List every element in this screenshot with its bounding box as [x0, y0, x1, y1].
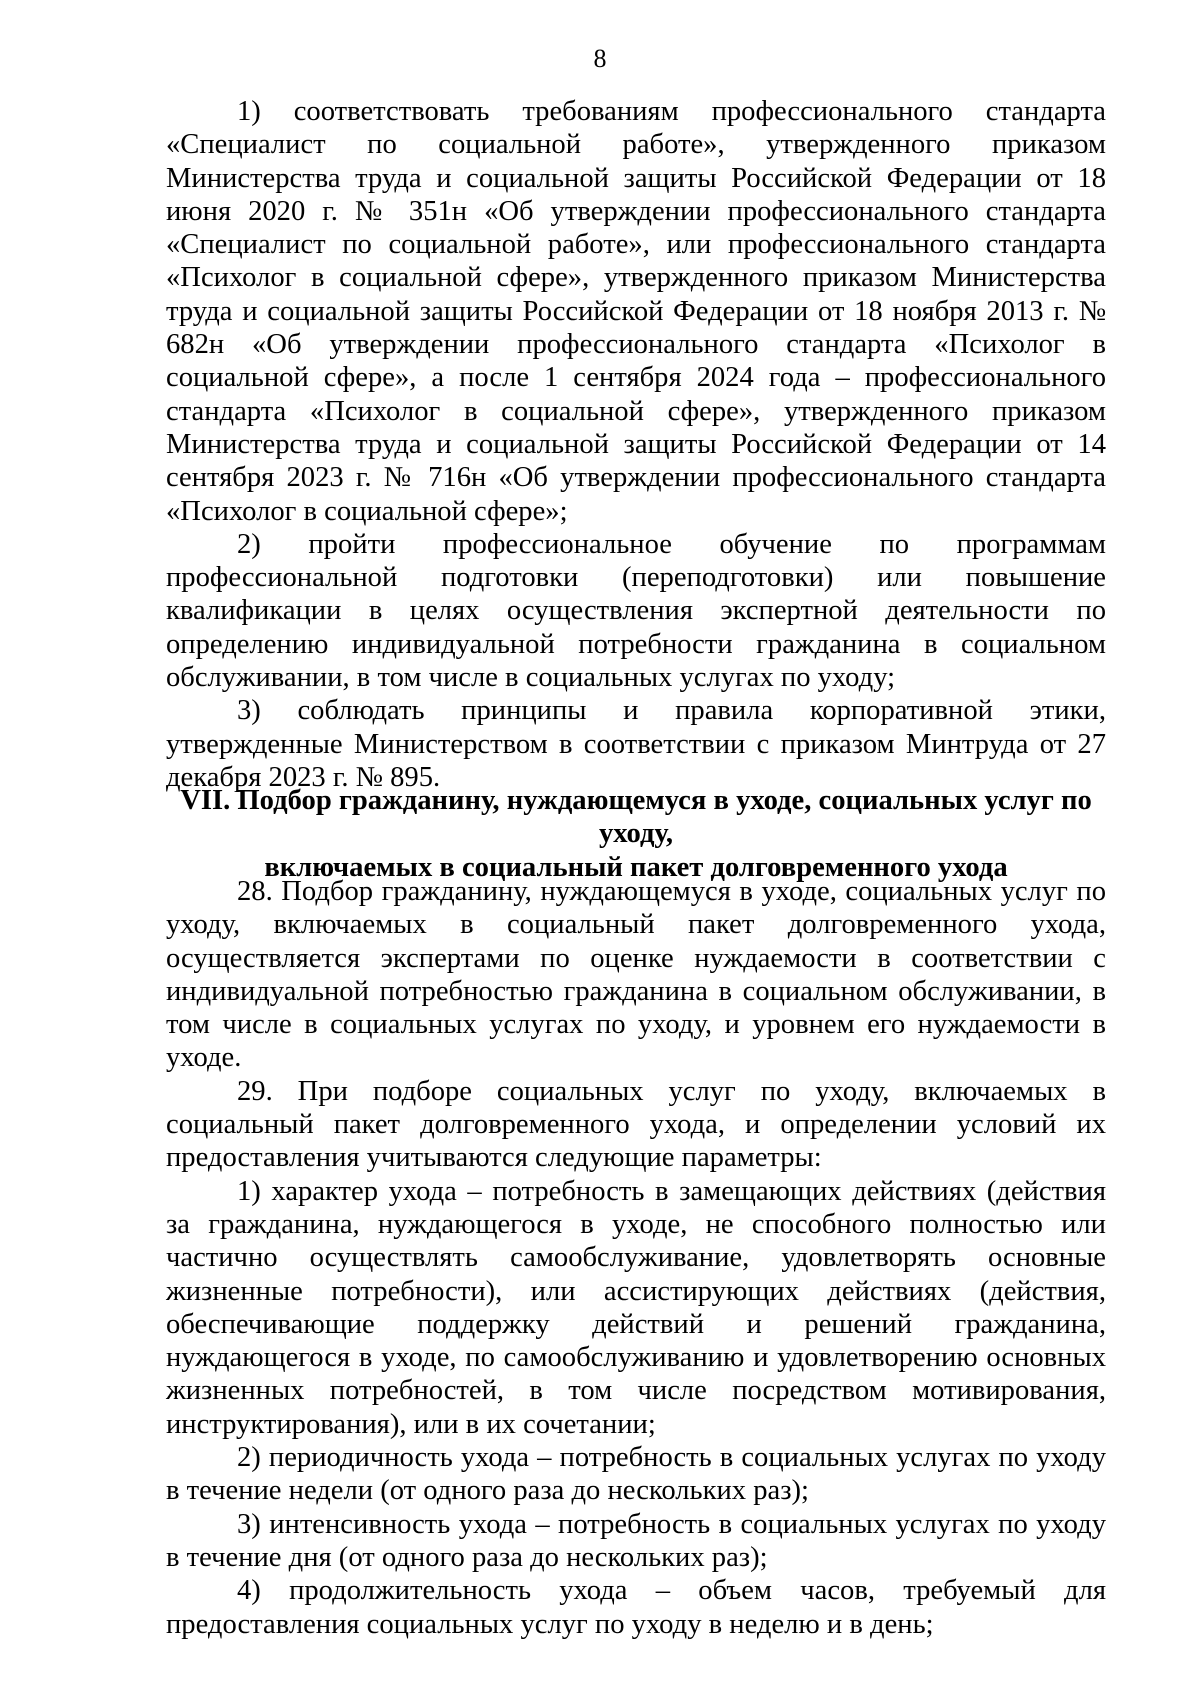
paragraph-29-item-4: 4) продолжительность ухода – объем часов, требуемый для предоставления социальных услуг по уходу в неделю и в день; — [166, 1575, 1106, 1640]
paragraph-29-item-1: 1) характер ухода – потребность в замещающих действиях (действия за гражданина, нуждающегося в уходе, не способного полностью или частично осуществлять самообслуживание, удовлетворять основные жизненные потребности), или ассистирующих действиях (действия, обеспечивающие поддержку действий и решений гражданина, нуждающегося в уходе, по самообслуживанию и удовлетворению основных жизненных потребностей, в том числе посредством мотивирования, инструктирования), или в их сочетании; — [166, 1175, 1106, 1440]
section-body — [166, 875, 1106, 1641]
section-heading-line-2: включаемых в социальный пакет долговременного ухода — [264, 851, 1008, 883]
paragraph-requirement-1: 1) соответствовать требованиям профессионального стандарта «Специалист по социальной работе», утвержденного приказом Министерства труда и социальной защиты Российской Федерации от 18 июня 2020 г. № 351н «Об утверждении профессионального стандарта «Специалист по социальной работе», или профессионального стандарта «Психолог в социальной сфере», утвержденного приказом Министерства труда и социальной защиты Российской Федерации от 18 ноября 2013 г. № 682н «Об утверждении профессионального стандарта «Психолог в социальной сфере», а после 1 сентября 2024 года – профессионального стандарта «Психолог в социальной сфере», утвержденного приказом Министерства труда и социальной защиты Российской Федерации от 14 сентября 2023 г. № 716н «Об утверждении профессионального стандарта «Психолог в социальной сфере»; — [166, 96, 1106, 527]
paragraph-requirement-2: 2) пройти профессиональное обучение по программам профессиональной подготовки (переподготовки) или повышение квалификации в целях осуществления экспертной деятельности по определению индивидуальной потребности гражданина в социальном обслуживании, в том числе в социальных услугах по уходу; — [166, 528, 1106, 694]
requirements-block — [166, 95, 1106, 794]
paragraph-28: 28. Подбор гражданину, нуждающемуся в уходе, социальных услуг по уходу, включаемых в социальный пакет долговременного ухода, осуществляется экспертами по оценке нуждаемости в соответствии с индивидуальной потребностью гражданина в социальном обслуживании, в том числе в социальных услугах по уходу, и уровнем его нуждаемости в уходе. — [166, 876, 1106, 1074]
paragraph-requirement-3: 3) соблюдать принципы и правила корпоративной этики, утвержденные Министерством в соответствии с приказом Минтруда от 27 декабря 2023 г. № 895. — [166, 695, 1106, 793]
paragraph-29: 29. При подборе социальных услуг по уходу, включаемых в социальный пакет долговременного ухода, и определении условий их предоставления учитываются следующие параметры: — [166, 1075, 1106, 1174]
paragraph-29-item-3: 3) интенсивность ухода – потребность в социальных услугах по уходу в течение дня (от одного раза до нескольких раз); — [166, 1508, 1106, 1573]
section-heading — [166, 784, 1106, 884]
page-number: 8 — [593, 44, 607, 73]
section-heading-line-1: VII. Подбор гражданину, нуждающемуся в уходе, социальных услуг по уходу, — [180, 785, 1092, 850]
paragraph-29-item-2: 2) периодичность ухода – потребность в социальных услугах по уходу в течение недели (от одного раза до нескольких раз); — [166, 1442, 1106, 1507]
